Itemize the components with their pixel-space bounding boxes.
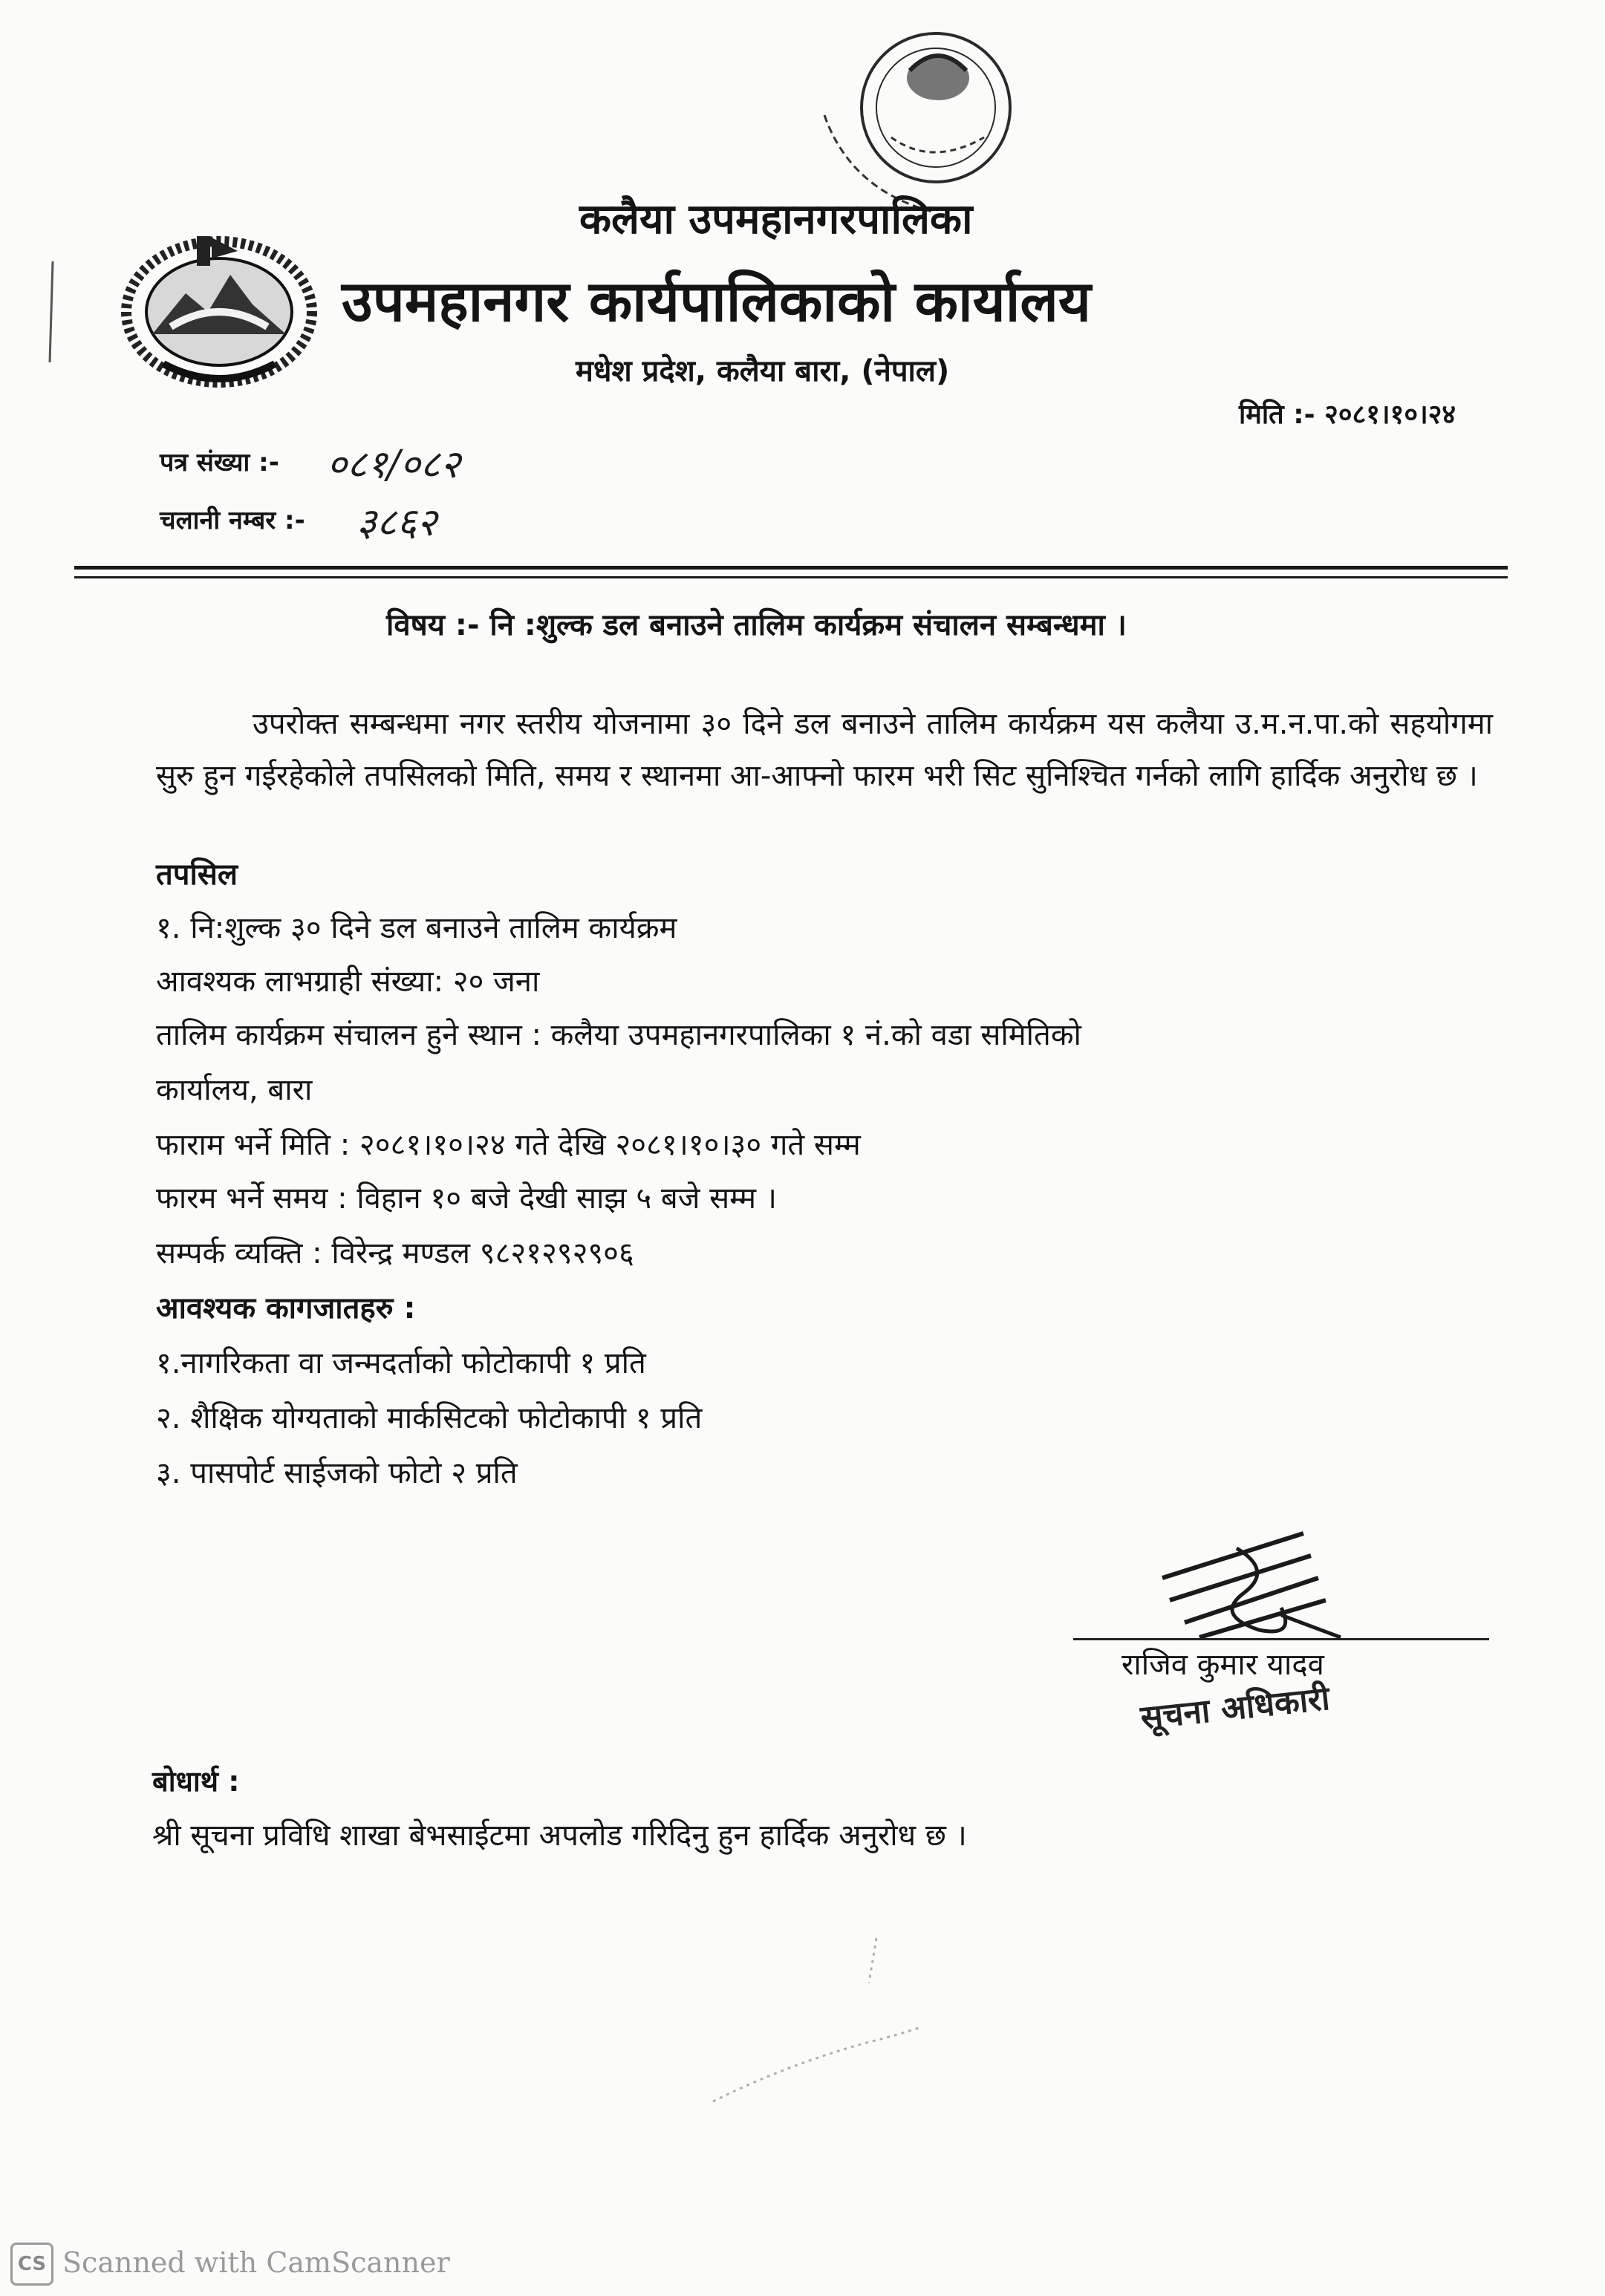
- signatory-name: राजिव कुमार यादव: [1121, 1648, 1324, 1682]
- document-item: २. शैक्षिक योग्यताको मार्कसिटको फोटोकापी १ प्रति: [156, 1401, 703, 1435]
- handwritten-signature: [1155, 1526, 1348, 1652]
- bodharth-heading: बोधार्थ :: [152, 1765, 240, 1798]
- form-fill-time: फारम भर्ने समय : विहान १० बजे देखी साझ ५ बजे सम्म ।: [156, 1181, 777, 1216]
- office-address: मधेश प्रदेश, कलैया बारा, (नेपाल): [576, 354, 950, 388]
- chalani-number-label: चलानी नम्बर :-: [160, 506, 305, 535]
- signature-line: [1073, 1638, 1489, 1640]
- office-title: उपमहानगर कार्यपालिकाको कार्यालय: [342, 268, 1091, 334]
- faint-pencil-scribble: [698, 1931, 936, 2109]
- patra-sankhya-value: ०८१/०८२: [327, 443, 460, 487]
- camscanner-logo-icon: CS: [10, 2243, 53, 2286]
- body-paragraph: [156, 698, 1493, 802]
- patra-sankhya-label: पत्र संख्या :-: [160, 448, 279, 477]
- form-fill-date: फाराम भर्ने मिति : २०८१।१०।२४ गते देखि २०८१।१०।३० गते सम्म: [156, 1128, 861, 1162]
- document-item: ३. पासपोर्ट साईजको फोटो २ प्रति: [156, 1456, 518, 1490]
- header-divider: [74, 566, 1508, 570]
- margin-pencil-mark: [46, 260, 56, 364]
- beneficiary-count: आवश्यक लाभग्राही संख्या: २० जना: [156, 965, 540, 999]
- documents-heading: आवश्यक कागजातहरु :: [156, 1291, 416, 1325]
- nepal-emblem-icon: [119, 223, 319, 394]
- contact-person: सम्पर्क व्यक्ति : विरेन्द्र मण्डल ९८२१२९२९०६: [156, 1236, 634, 1271]
- chalani-number-value: ३८६२: [357, 500, 437, 545]
- document-item: १.नागरिकता वा जन्मदर्ताको फोटोकापी १ प्रति: [156, 1346, 646, 1380]
- details-item-1: १. नि:शुल्क ३० दिने डल बनाउने तालिम कार्यक्रम: [156, 911, 677, 945]
- letter-subject: विषय :- नि :शुल्क डल बनाउने तालिम कार्यक्रम संचालन सम्बन्धमा ।: [386, 608, 1127, 642]
- body-paragraph-text: उपरोक्त सम्बन्धमा नगर स्तरीय योजनामा ३० दिने डल बनाउने तालिम कार्यक्रम यस कलैया उ.म.न.पा.को सहयोगमा सुरु हुन गईरहेकोले तपसिलको मिति, समय र स्थानमा आ-आफ्नो फारम भरी सिट सुनिश्चित गर्नको लागि हार्दिक अनुरोध छ ।: [156, 707, 1493, 793]
- letter-date: मिति :- २०८१।१०।२४: [1239, 399, 1456, 430]
- header-divider-thin: [74, 576, 1508, 578]
- training-location: तालिम कार्यक्रम संचालन हुने स्थान : कलैया उपमहानगरपालिका १ नं.को वडा समितिको: [156, 1018, 1081, 1052]
- training-location-cont: कार्यालय, बारा: [156, 1073, 313, 1107]
- camscanner-watermark: Scanned with CamScanner: [62, 2246, 450, 2279]
- bodharth-text: श्री सूचना प्रविधि शाखा बेभसाईटमा अपलोड गरिदिनु हुन हार्दिक अनुरोध छ ।: [152, 1819, 967, 1853]
- municipality-name: कलैया उपमहानगरपालिका: [579, 195, 973, 244]
- details-heading: तपसिल: [156, 858, 238, 892]
- signatory-designation-stamp: सूचना अधिकारी: [1139, 1679, 1332, 1738]
